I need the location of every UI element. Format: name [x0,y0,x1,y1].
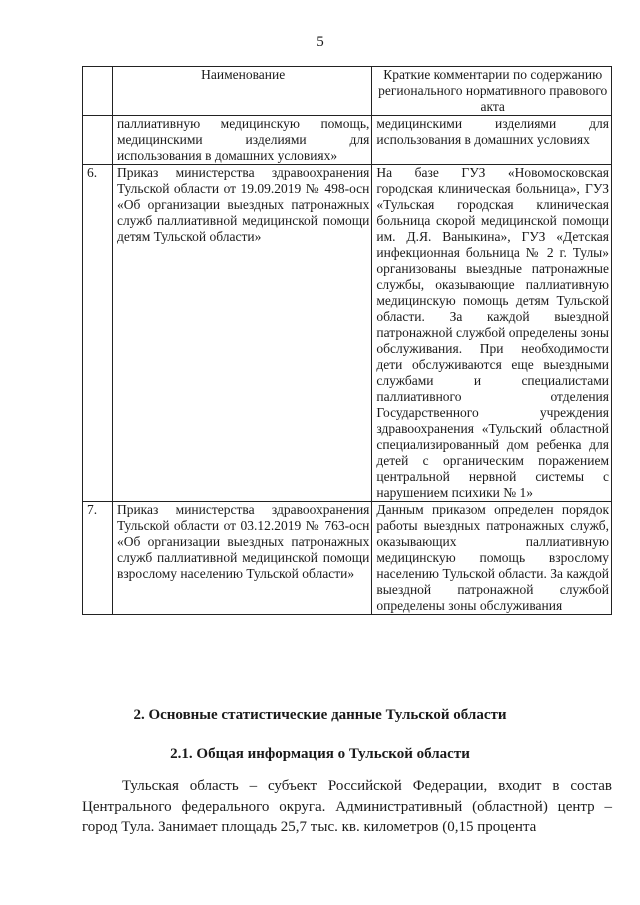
section-heading: 2. Основные статистические данные Тульской области [133,707,507,723]
table-row [83,116,612,165]
header-comment: Краткие комментарии по содержанию регионального нормативного правового акта [372,67,612,116]
table-header-row [83,67,612,116]
row-name: паллиативную медицинскую помощь, медицинскими изделиями для использования в домашних условиях» [112,116,371,165]
page-number: 5 [316,34,324,50]
row-name: Приказ министерства здравоохранения Тульской области от 19.09.2019 № 498-осн «Об организации выездных патронажных служб паллиативной медицинской помощи детям Тульской области» [112,165,371,502]
regulatory-acts-table [82,66,612,615]
row-number: 6. [83,165,113,502]
row-comment: На базе ГУЗ «Новомосковская городская клиническая больница», ГУЗ «Тульская городская клиническая больница скорой медицинской помощи им. Д.Я. Ваныкина», ГУЗ «Детская инфекционная больница № 2 г. Тулы» организованы выездные патронажные службы, оказывающие паллиативную медицинскую помощь детям Тульской области. За каждой выездной патронажной службой определены зоны обслуживания. При необходимости дети обслуживаются еще выездными службами и специалистами паллиативного отделения Государственного учреждения здравоохранения «Тульский областной специализированный дом ребенка для детей с органическим поражением центральной нервной системы с нарушением психики № 1» [372,165,612,502]
header-name: Наименование [112,67,371,116]
scan-mark [58,300,62,304]
row-number [83,116,113,165]
header-number [83,67,113,116]
row-name: Приказ министерства здравоохранения Тульской области от 03.12.2019 № 763-осн «Об организации выездных патронажных служб паллиативной медицинской помощи взрослому населению Тульской области» [112,502,371,615]
row-comment: Данным приказом определен порядок работы выездных патронажных служб, оказывающих паллиативную медицинскую помощь взрослому населению Тульской области. За каждой выездной патронажной службой определены зоны обслуживания [372,502,612,615]
table-row [83,502,612,615]
subsection-heading: 2.1. Общая информация о Тульской области [170,746,470,762]
table-row [83,165,612,502]
row-number: 7. [83,502,113,615]
row-comment: медицинскими изделиями для использования в домашних условиях [372,116,612,165]
body-paragraph: Тульская область – субъект Российской Федерации, входит в состав Центрального федерального округа. Административный (областной) центр – город Тула. Занимает площадь 25,7 тыс. кв. километров (0,15 процента [82,778,612,835]
